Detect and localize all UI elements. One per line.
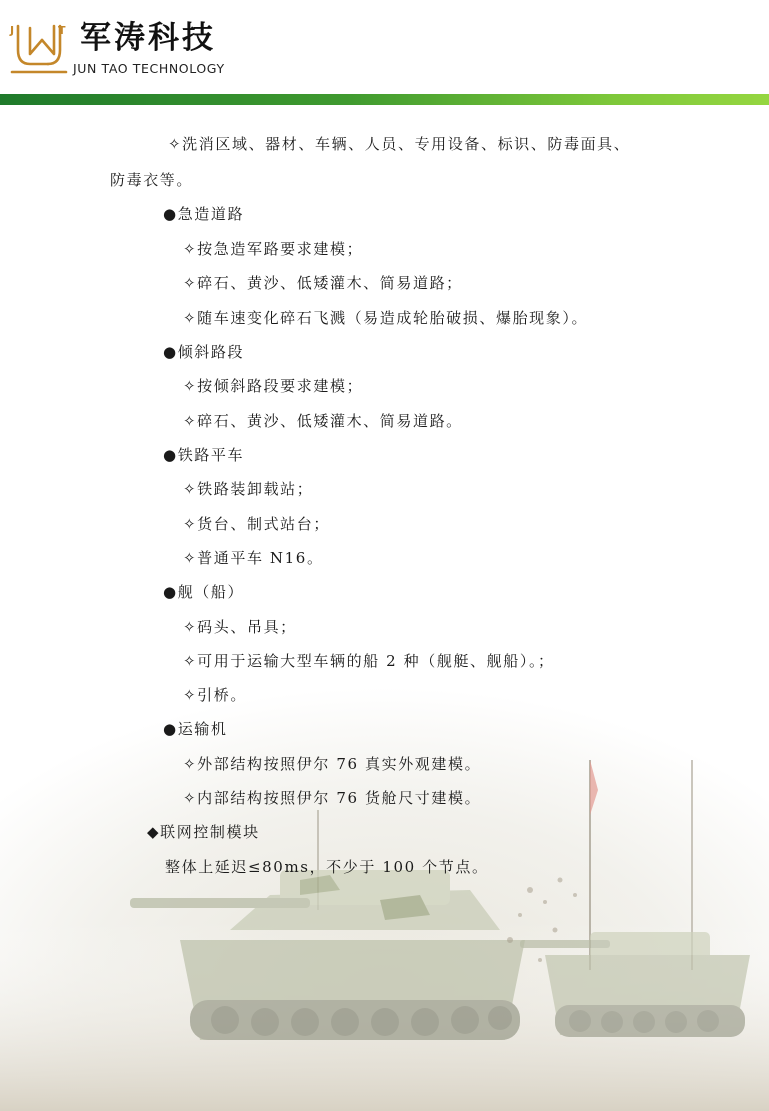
section-heading: ●运输机 xyxy=(163,720,228,738)
company-name-cn: 军涛科技 xyxy=(80,20,216,56)
svg-text:J: J xyxy=(10,24,15,37)
text-line: ✧按急造军路要求建模； xyxy=(183,240,364,258)
section-heading: ◆联网控制模块 xyxy=(147,823,260,841)
svg-text:T: T xyxy=(58,24,66,37)
text-line: ✧内部结构按照伊尔 76 货舱尺寸建模。 xyxy=(183,789,482,807)
text-line: ✧碎石、黄沙、低矮灌木、简易道路。 xyxy=(183,412,463,430)
section-heading: ●急造道路 xyxy=(163,205,245,223)
text-line: ✧货台、制式站台； xyxy=(183,515,330,533)
text-line: ✧普通平车 N16。 xyxy=(183,549,324,567)
company-logo-icon xyxy=(8,20,70,76)
text-line: ✧碎石、黄沙、低矮灌木、简易道路； xyxy=(183,274,463,292)
text-line: 整体上延迟≤80ms，不少于 100 个节点。 xyxy=(165,858,489,876)
page-header xyxy=(0,0,769,106)
text-line: ✧外部结构按照伊尔 76 真实外观建模。 xyxy=(183,755,482,773)
text-line: ✧码头、吊具； xyxy=(183,618,297,636)
text-line: 防毒衣等。 xyxy=(110,171,194,189)
company-name-en: JUN TAO TECHNOLOGY xyxy=(73,61,225,76)
section-heading: ●倾斜路段 xyxy=(163,343,245,361)
section-heading: ●舰（船） xyxy=(163,583,245,601)
header-divider-bar xyxy=(0,94,769,105)
section-heading: ●铁路平车 xyxy=(163,446,245,464)
text-line: ✧按倾斜路段要求建模； xyxy=(183,377,364,395)
text-line: ✧洗消区域、器材、车辆、人员、专用设备、标识、防毒面具、 xyxy=(168,135,631,153)
text-line: ✧铁路装卸载站； xyxy=(183,480,314,498)
text-line: ✧随车速变化碎石飞溅（易造成轮胎破损、爆胎现象）。 xyxy=(183,309,589,327)
text-line: ✧引桥。 xyxy=(183,686,247,704)
text-line: ✧可用于运输大型车辆的船 2 种（舰艇、舰船）。； xyxy=(183,652,555,670)
